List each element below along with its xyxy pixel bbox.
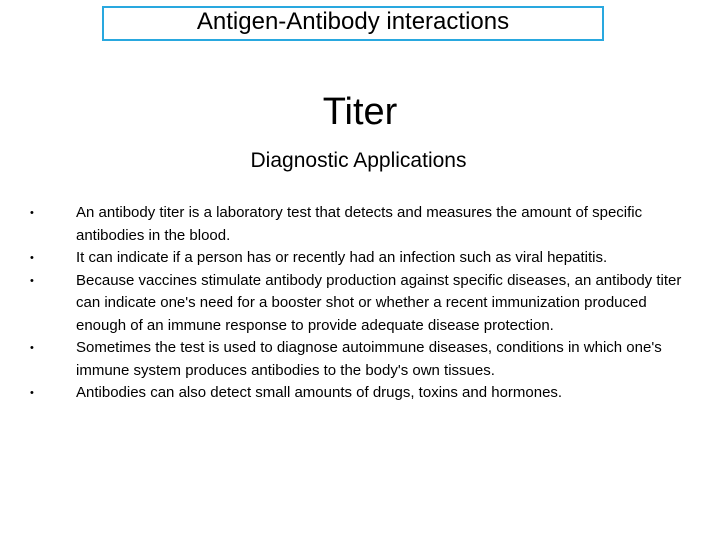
bullet-item: [30, 247, 690, 270]
header-title: Antigen-Antibody interactions: [196, 8, 510, 35]
subtitle-text: Diagnostic Applications: [250, 149, 467, 172]
bullet-text: Sometimes the test is used to diagnose autoimmune diseases, conditions in which one's immune system produces antibodies to the body's own tissues.: [76, 339, 662, 379]
bullet-item: [30, 382, 690, 405]
bullet-text: An antibody titer is a laboratory test that detects and measures the amount of specific antibodies in the blood.: [76, 204, 643, 244]
bullet-text: Because vaccines stimulate antibody production against specific diseases, an antibody titer can indicate one's need for a booster shot or whether a recent immunization produced enough of an immune response to provide adequate disease protection.: [76, 271, 682, 334]
slide-subtitle: [0, 148, 720, 173]
bullet-text: Antibodies can also detect small amounts of drugs, toxins and hormones.: [76, 384, 563, 401]
slide-title: Titer: [322, 91, 398, 133]
bullet-text: It can indicate if a person has or recently had an infection such as viral hepatitis.: [76, 249, 608, 266]
bullet-icon: •: [30, 207, 34, 219]
bullet-item: [30, 202, 690, 247]
header-box: [102, 6, 604, 41]
bullet-icon: •: [30, 342, 34, 354]
bullet-item: [30, 270, 690, 338]
bullet-list: [30, 202, 690, 405]
bullet-icon: •: [30, 274, 34, 287]
bullet-icon: •: [30, 387, 34, 399]
bullet-icon: •: [30, 252, 34, 264]
bullet-item: [30, 337, 690, 382]
